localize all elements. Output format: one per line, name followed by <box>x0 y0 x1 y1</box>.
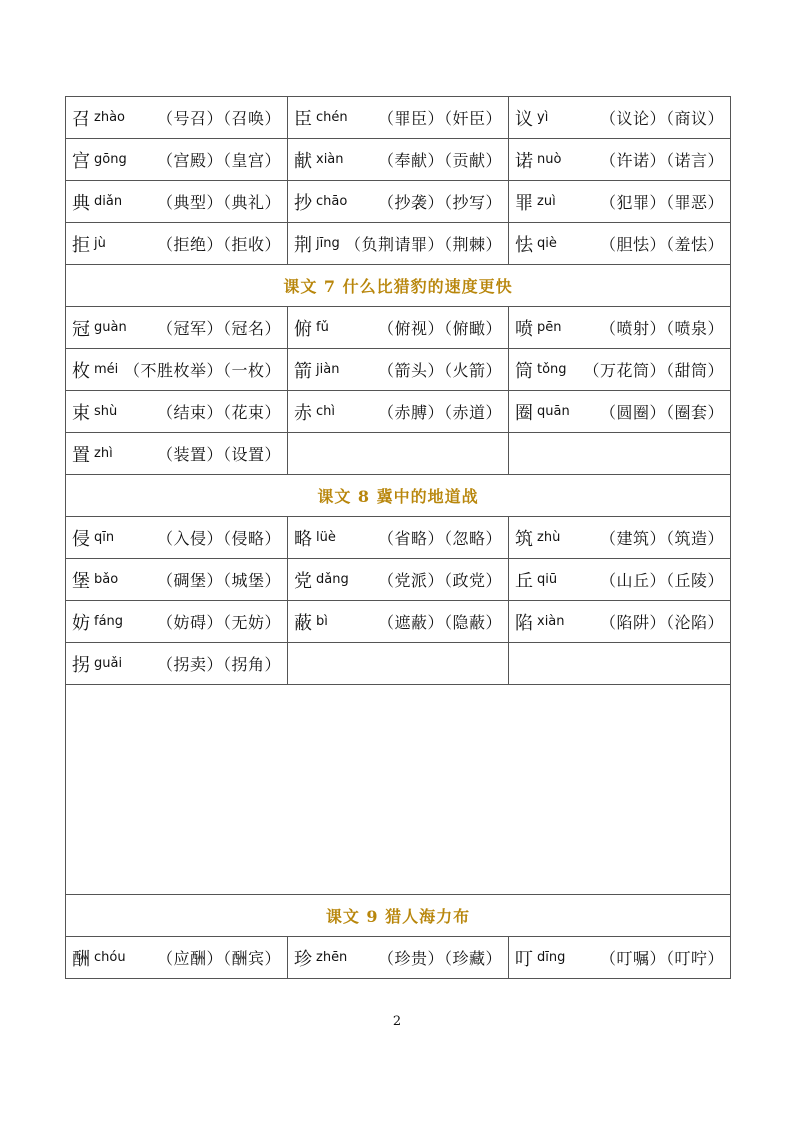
example-words: （党派）（政党） <box>377 571 502 590</box>
pinyin: jīng <box>316 236 340 251</box>
pinyin: diǎn <box>94 194 123 209</box>
vocab-cell <box>509 349 731 391</box>
vocab-row <box>66 139 731 181</box>
pinyin: zhì <box>94 446 113 461</box>
section-header-row <box>66 265 731 307</box>
vocab-cell <box>66 433 288 475</box>
character: 妨 <box>72 612 90 634</box>
example-words: （圆圈）（圈套） <box>599 403 724 422</box>
vocab-entry <box>72 189 281 215</box>
pinyin: guàn <box>94 320 127 335</box>
vocab-entry <box>515 399 724 425</box>
vocab-entry <box>72 147 281 173</box>
vocab-cell <box>66 223 288 265</box>
vocab-row <box>66 433 731 475</box>
character: 诺 <box>515 150 533 172</box>
pinyin: zuì <box>537 194 556 209</box>
vocab-entry <box>515 315 724 341</box>
pinyin: qiè <box>537 236 557 251</box>
section-header-row <box>66 895 731 937</box>
pinyin: qiū <box>537 572 558 587</box>
vocab-cell <box>66 139 288 181</box>
example-words: （抄袭）（抄写） <box>377 193 502 212</box>
example-words: （装置）（设置） <box>156 445 281 464</box>
example-words: （应酬）（酬宾） <box>156 949 281 968</box>
example-words: （冠军）（冠名） <box>156 319 281 338</box>
vocab-entry <box>294 399 502 425</box>
vocab-cell <box>509 517 731 559</box>
vocab-cell <box>66 181 288 223</box>
example-words: （省略）（忽略） <box>377 529 502 548</box>
character: 枚 <box>72 360 90 382</box>
example-words: （珍贵）（珍藏） <box>377 949 502 968</box>
vocab-cell <box>66 559 288 601</box>
pinyin: lüè <box>316 530 336 545</box>
example-words: （叮嘱）（叮咛） <box>599 949 724 968</box>
vocab-cell <box>509 223 731 265</box>
character: 圈 <box>515 402 533 424</box>
example-words: （遮蔽）（隐蔽） <box>377 613 502 632</box>
character: 蔽 <box>294 612 312 634</box>
vocab-row <box>66 307 731 349</box>
character: 束 <box>72 402 90 424</box>
section-title: 课文 8 冀中的地道战 <box>66 475 731 517</box>
pinyin: nuò <box>537 152 562 167</box>
example-words: （胆怯）（羞怯） <box>599 235 724 254</box>
character: 召 <box>72 108 90 130</box>
character: 罪 <box>515 192 533 214</box>
character: 荆 <box>294 234 312 256</box>
vocab-entry <box>294 105 502 131</box>
example-words: （奉献）（贡献） <box>377 151 502 170</box>
vocab-entry <box>515 189 724 215</box>
pinyin: zhù <box>537 530 561 545</box>
pinyin: jiàn <box>316 362 340 377</box>
vocab-entry <box>515 609 724 635</box>
vocab-cell <box>66 517 288 559</box>
vocab-entry <box>72 315 281 341</box>
character: 典 <box>72 192 90 214</box>
pinyin: dīng <box>537 950 566 965</box>
empty-cell <box>288 643 509 685</box>
example-words: （议论）（商议） <box>599 109 724 128</box>
vocab-cell <box>288 223 509 265</box>
vocabulary-sheet <box>65 96 730 979</box>
pinyin: xiàn <box>316 152 344 167</box>
vocab-entry <box>515 567 724 593</box>
character: 堡 <box>72 570 90 592</box>
pinyin: bì <box>316 614 328 629</box>
character: 略 <box>294 528 312 550</box>
vocab-entry <box>72 609 281 635</box>
example-words: （喷射）（喷泉） <box>599 319 724 338</box>
vocab-cell <box>509 307 731 349</box>
character: 筑 <box>515 528 533 550</box>
vocab-entry <box>72 567 281 593</box>
vocab-cell <box>288 181 509 223</box>
vocab-entry <box>72 105 281 131</box>
example-words: （山丘）（丘陵） <box>599 571 724 590</box>
vocab-entry <box>294 525 502 551</box>
character: 臣 <box>294 108 312 130</box>
vocab-cell <box>288 307 509 349</box>
vocab-entry <box>515 525 724 551</box>
vocab-row <box>66 181 731 223</box>
vocab-entry <box>515 147 724 173</box>
vocab-entry <box>294 147 502 173</box>
vocab-entry <box>294 567 502 593</box>
section-title: 课文 9 猎人海力布 <box>66 895 731 937</box>
vocab-cell <box>66 601 288 643</box>
vocab-entry <box>294 189 502 215</box>
vocab-entry <box>72 399 281 425</box>
pinyin: chóu <box>94 950 126 965</box>
example-words: （宫殿）（皇宫） <box>156 151 281 170</box>
vocab-cell <box>66 307 288 349</box>
character: 冠 <box>72 318 90 340</box>
section-header-row <box>66 475 731 517</box>
character: 俯 <box>294 318 312 340</box>
vocab-cell <box>288 559 509 601</box>
example-words: （入侵）（侵略） <box>156 529 281 548</box>
example-words: （典型）（典礼） <box>156 193 281 212</box>
empty-cell <box>288 433 509 475</box>
empty-cell <box>509 433 731 475</box>
vocab-entry <box>294 231 502 257</box>
example-words: （号召）（召唤） <box>156 109 281 128</box>
vocab-row <box>66 559 731 601</box>
pinyin: bǎo <box>94 572 119 587</box>
vocab-cell <box>509 181 731 223</box>
pinyin: fǔ <box>316 320 329 335</box>
vocab-row <box>66 937 731 979</box>
vocab-row <box>66 223 731 265</box>
vocab-cell <box>509 97 731 139</box>
section-title: 课文 7 什么比猎豹的速度更快 <box>66 265 731 307</box>
vocab-entry <box>72 357 281 383</box>
vocab-entry <box>72 651 281 677</box>
pinyin: chì <box>316 404 335 419</box>
vocab-cell <box>509 139 731 181</box>
pinyin: jù <box>94 236 106 251</box>
vocab-cell <box>288 517 509 559</box>
character: 怯 <box>515 234 533 256</box>
vocab-row <box>66 601 731 643</box>
pinyin: méi <box>94 362 119 377</box>
vocab-entry <box>294 315 502 341</box>
pinyin: zhēn <box>316 950 348 965</box>
example-words: （罪臣）（奸臣） <box>377 109 502 128</box>
vocabulary-table-body <box>66 97 731 979</box>
character: 叮 <box>515 948 533 970</box>
vocab-cell <box>509 559 731 601</box>
vocab-cell <box>288 349 509 391</box>
vocab-cell <box>288 139 509 181</box>
example-words: （陷阱）（沦陷） <box>599 613 724 632</box>
vocab-row <box>66 517 731 559</box>
character: 抄 <box>294 192 312 214</box>
example-words: （犯罪）（罪恶） <box>599 193 724 212</box>
character: 拐 <box>72 654 90 676</box>
vocab-cell <box>509 601 731 643</box>
vocab-cell <box>66 643 288 685</box>
vocab-row <box>66 643 731 685</box>
pinyin: yì <box>537 110 549 125</box>
character: 筒 <box>515 360 533 382</box>
blank-row <box>66 685 731 895</box>
vocab-entry <box>72 231 281 257</box>
example-words: （妨碍）（无妨） <box>156 613 281 632</box>
vocab-entry <box>515 105 724 131</box>
character: 献 <box>294 150 312 172</box>
vocab-entry <box>294 357 502 383</box>
pinyin: pēn <box>537 320 562 335</box>
character: 议 <box>515 108 533 130</box>
character: 陷 <box>515 612 533 634</box>
pinyin: quān <box>537 404 570 419</box>
example-words: （许诺）（诺言） <box>599 151 724 170</box>
pinyin: fáng <box>94 614 124 629</box>
character: 宫 <box>72 150 90 172</box>
vocabulary-table <box>65 96 731 979</box>
vocab-cell <box>288 937 509 979</box>
pinyin: guǎi <box>94 656 123 671</box>
character: 党 <box>294 570 312 592</box>
pinyin: tǒng <box>537 362 567 377</box>
character: 拒 <box>72 234 90 256</box>
vocab-cell <box>66 937 288 979</box>
vocab-cell <box>66 349 288 391</box>
vocab-entry <box>294 609 502 635</box>
vocab-entry <box>515 945 724 971</box>
pinyin: shù <box>94 404 118 419</box>
example-words: （俯视）（俯瞰） <box>377 319 502 338</box>
pinyin: xiàn <box>537 614 565 629</box>
vocab-cell <box>288 391 509 433</box>
pinyin: zhào <box>94 110 125 125</box>
pinyin: qīn <box>94 530 115 545</box>
pinyin: gōng <box>94 152 127 167</box>
vocab-cell <box>288 97 509 139</box>
character: 赤 <box>294 402 312 424</box>
character: 珍 <box>294 948 312 970</box>
vocab-row <box>66 97 731 139</box>
example-words: （建筑）（筑造） <box>599 529 724 548</box>
vocab-cell <box>66 391 288 433</box>
example-words: （不胜枚举）（一枚） <box>123 361 281 380</box>
example-words: （拒绝）（拒收） <box>156 235 281 254</box>
vocab-entry <box>72 525 281 551</box>
vocab-entry <box>294 945 502 971</box>
pinyin: dǎng <box>316 572 349 587</box>
vocab-cell <box>509 937 731 979</box>
example-words: （箭头）（火箭） <box>377 361 502 380</box>
vocab-row <box>66 391 731 433</box>
blank-area <box>66 685 731 895</box>
vocab-row <box>66 349 731 391</box>
character: 丘 <box>515 570 533 592</box>
character: 侵 <box>72 528 90 550</box>
vocab-cell <box>66 97 288 139</box>
vocab-cell <box>288 601 509 643</box>
character: 喷 <box>515 318 533 340</box>
vocab-entry <box>515 357 724 383</box>
character: 箭 <box>294 360 312 382</box>
example-words: （赤膊）（赤道） <box>377 403 502 422</box>
vocab-entry <box>515 231 724 257</box>
vocab-cell <box>509 391 731 433</box>
example-words: （碉堡）（城堡） <box>156 571 281 590</box>
pinyin: chāo <box>316 194 348 209</box>
example-words: （万花筒）（甜筒） <box>583 361 724 380</box>
page-number: 2 <box>392 1014 402 1029</box>
example-words: （拐卖）（拐角） <box>156 655 281 674</box>
example-words: （负荆请罪）（荆棘） <box>344 235 502 254</box>
character: 酬 <box>72 948 90 970</box>
vocab-entry <box>72 441 281 467</box>
character: 置 <box>72 444 90 466</box>
example-words: （结束）（花束） <box>156 403 281 422</box>
pinyin: chén <box>316 110 348 125</box>
vocab-entry <box>72 945 281 971</box>
empty-cell <box>509 643 731 685</box>
